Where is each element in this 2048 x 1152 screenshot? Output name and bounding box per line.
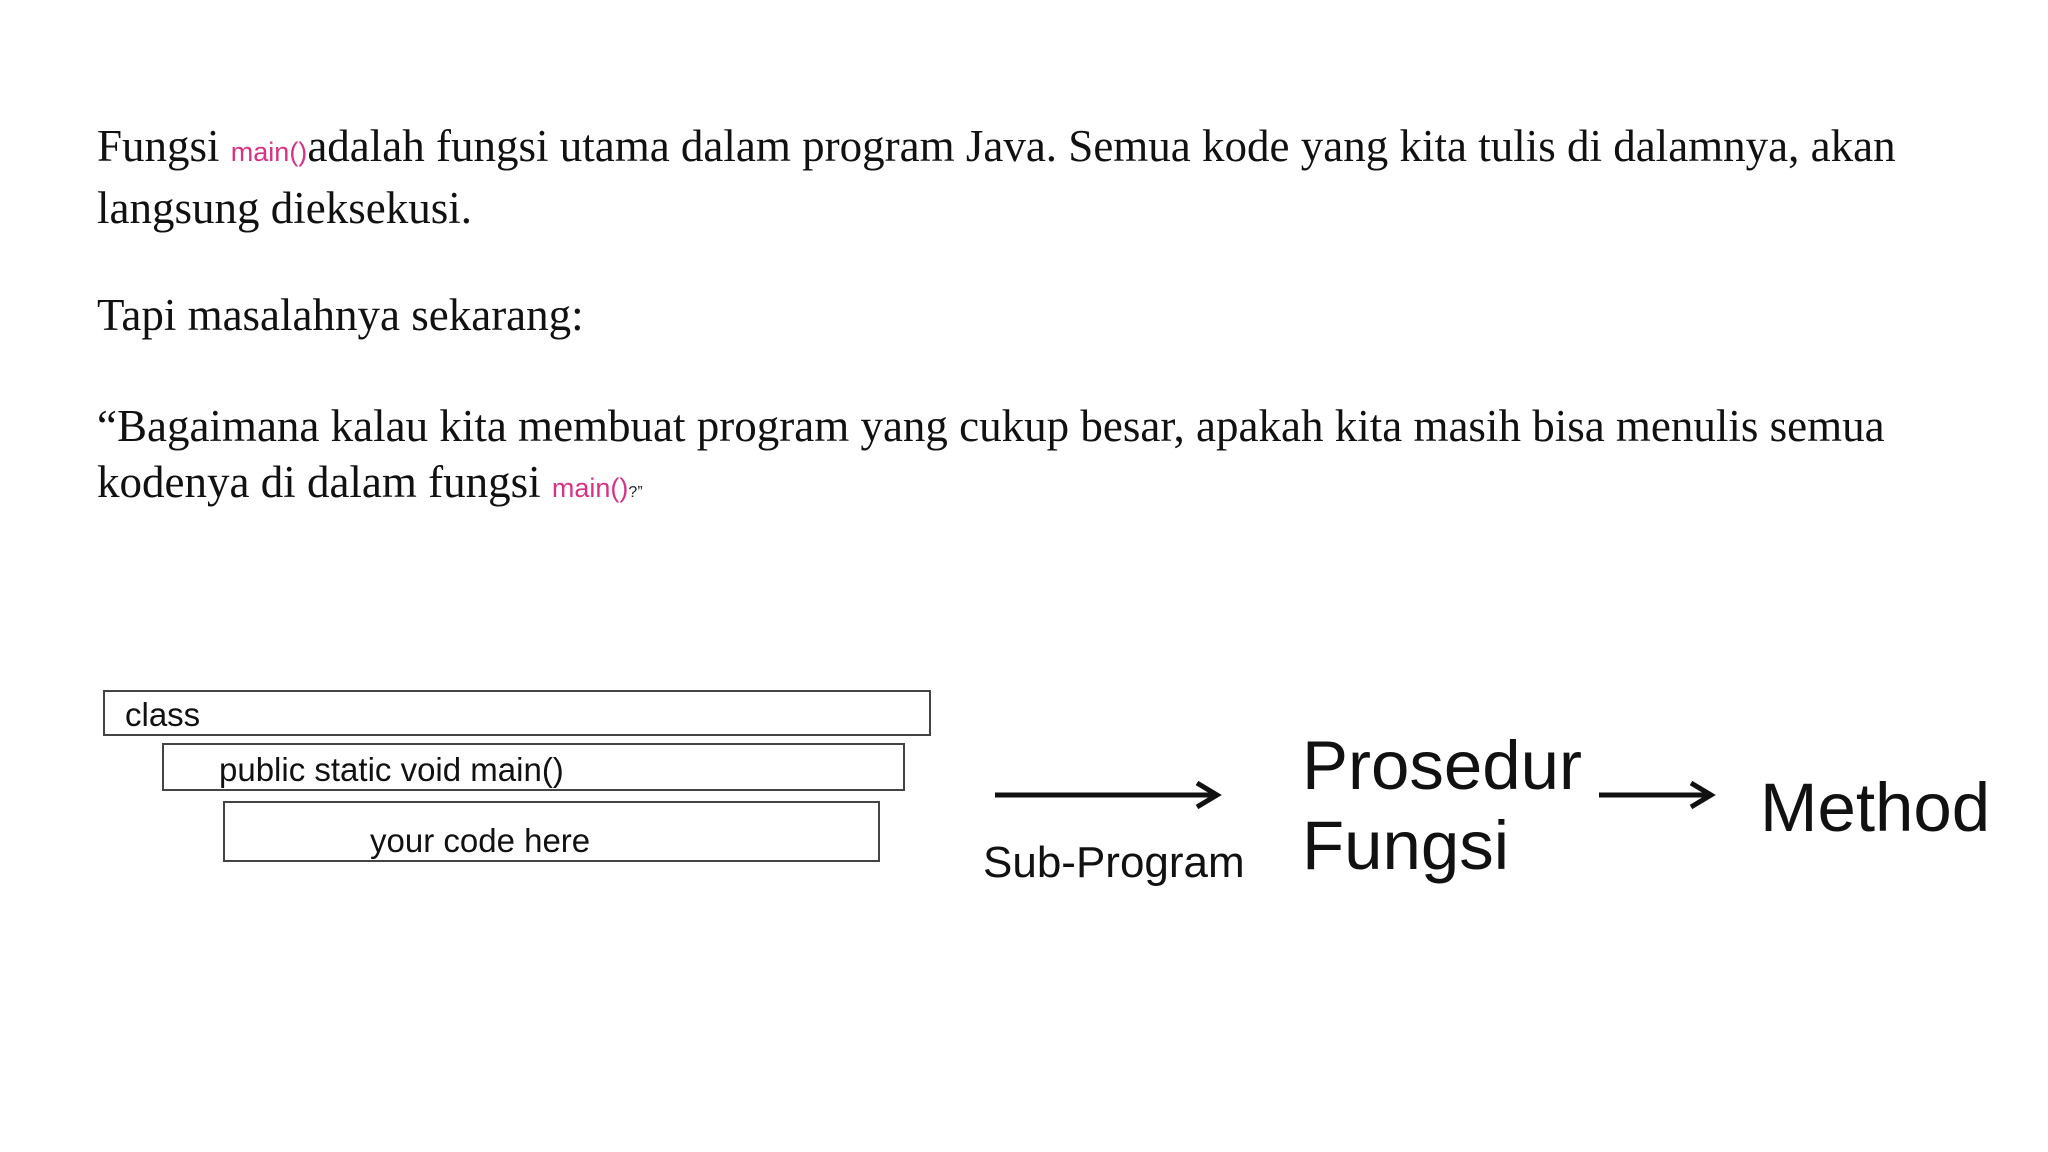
concept-list (1302, 726, 1582, 886)
question-text-before: “Bagaimana kalau kita membuat program yang cukup besar, apakah kita masih bisa menulis semua kodenya di dalam fungsi (97, 401, 1885, 507)
problem-statement: Tapi masalahnya sekarang: (97, 290, 584, 340)
main-method-label: public static void main() (219, 751, 564, 788)
sub-program-label: Sub-Program (983, 838, 1245, 887)
fungsi-label: Fungsi (1302, 807, 1510, 884)
code-box (223, 801, 880, 862)
main-function-code: main() (230, 137, 308, 167)
prosedur-label: Prosedur (1302, 727, 1582, 804)
intro-paragraph (97, 118, 1997, 236)
arrow-right-icon (1597, 780, 1717, 810)
main-method-box (162, 743, 905, 791)
question-paragraph (97, 398, 1997, 521)
intro-text-before: Fungsi (97, 121, 231, 171)
arrow-right-icon (993, 780, 1223, 810)
method-label: Method (1760, 769, 1991, 846)
class-label: class (125, 696, 201, 733)
intro-text-after: adalah fungsi utama dalam program Java. Semua kode yang kita tulis di dalamnya, akan langsung dieksekusi. (97, 121, 1896, 233)
question-main-code: main() (551, 473, 629, 503)
question-text-after: ?” (628, 484, 643, 501)
code-label: your code here (370, 822, 591, 859)
class-box (103, 690, 931, 736)
